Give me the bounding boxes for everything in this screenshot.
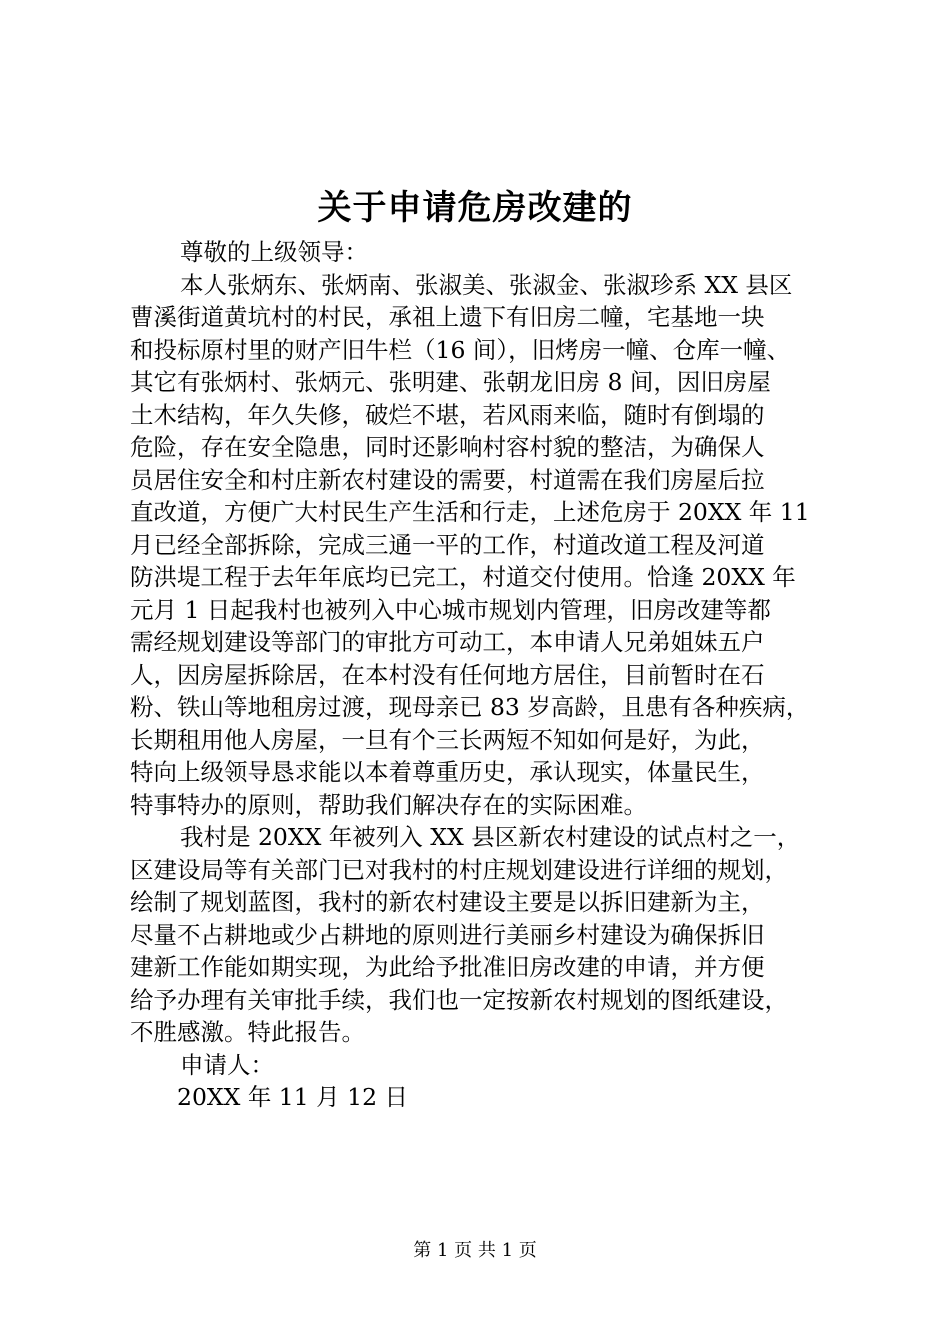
paragraph-line: 和投标原村里的财产旧牛栏（16 间），旧烤房一幢、仓库一幢、 <box>130 335 791 364</box>
paragraph-line: 长期租用他人房屋，一旦有个三长两短不知如何是好，为此， <box>130 725 765 754</box>
paragraph-line: 其它有张炳村、张炳元、张明建、张朝龙旧房 8 间，因旧房屋 <box>130 368 771 396</box>
page-title: 关于申请危房改建的 <box>317 188 633 228</box>
paragraph-2 <box>130 821 842 1049</box>
paragraph-line: 直改道，方便广大村民生产生活和行走，上述危房于 20XX 年 11 <box>130 498 810 526</box>
paragraph-line: 元月 1 日起我村也被列入中心城市规划内管理，旧房改建等都 <box>130 595 771 624</box>
paragraph-line: 绘制了规划蓝图，我村的新农村建设主要是以拆旧建新为主， <box>130 888 765 916</box>
paragraph-line: 月已经全部拆除，完成三通一平的工作，村道改道工程及河道 <box>130 530 765 559</box>
paragraph-line: 人，因房屋拆除居，在本村没有任何地方居住，目前暂时在石 <box>130 660 765 689</box>
document-body <box>130 236 842 1114</box>
paragraph-line: 特事特办的原则，帮助我们解决存在的实际困难。 <box>130 790 647 819</box>
paragraph-line: 我村是 20XX 年被列入 XX 县区新农村建设的试点村之一， <box>180 823 801 851</box>
salutation: 尊敬的上级领导： <box>180 238 368 266</box>
paragraph-line: 粉、铁山等地租房过渡，现母亲已 83 岁高龄，且患有各种疾病， <box>130 693 810 721</box>
paragraph-line: 需经规划建设等部门的审批方可动工，本申请人兄弟姐妹五户 <box>130 628 765 656</box>
paragraph-line: 本人张炳东、张炳南、张淑美、张淑金、张淑珍系 XX 县区 <box>180 270 793 299</box>
page-footer: 第 1 页 共 1 页 <box>413 1240 537 1261</box>
paragraph-line: 不胜感激。特此报告。 <box>130 1018 365 1046</box>
paragraph-line: 员居住安全和村庄新农村建设的需要，村道需在我们房屋后拉 <box>130 465 765 494</box>
paragraph-line: 土木结构，年久失修，破烂不堪，若风雨来临，随时有倒塌的 <box>130 400 765 429</box>
paragraph-1 <box>130 269 842 822</box>
paragraph-line: 曹溪街道黄坑村的村民，承祖上遗下有旧房二幢，宅基地一块 <box>130 303 765 331</box>
paragraph-line: 区建设局等有关部门已对我村的村庄规划建设进行详细的规划， <box>130 855 788 884</box>
applicant-label: 申请人： <box>180 1050 274 1079</box>
paragraph-line: 给予办理有关审批手续，我们也一定按新农村规划的图纸建设， <box>130 985 788 1014</box>
paragraph-line: 特向上级领导恳求能以本着尊重历史，承认现实，体量民生， <box>130 758 765 786</box>
paragraph-line: 危险，存在安全隐患，同时还影响村容村貌的整洁，为确保人 <box>130 433 765 461</box>
paragraph-line: 建新工作能如期实现，为此给予批准旧房改建的申请，并方便 <box>130 953 765 981</box>
document-date: 20XX 年 11 月 12 日 <box>177 1083 409 1111</box>
paragraph-line: 防洪堤工程于去年年底均已完工，村道交付使用。恰逢 20XX 年 <box>130 563 796 591</box>
paragraph-line: 尽量不占耕地或少占耕地的原则进行美丽乡村建设为确保拆旧 <box>130 920 765 949</box>
